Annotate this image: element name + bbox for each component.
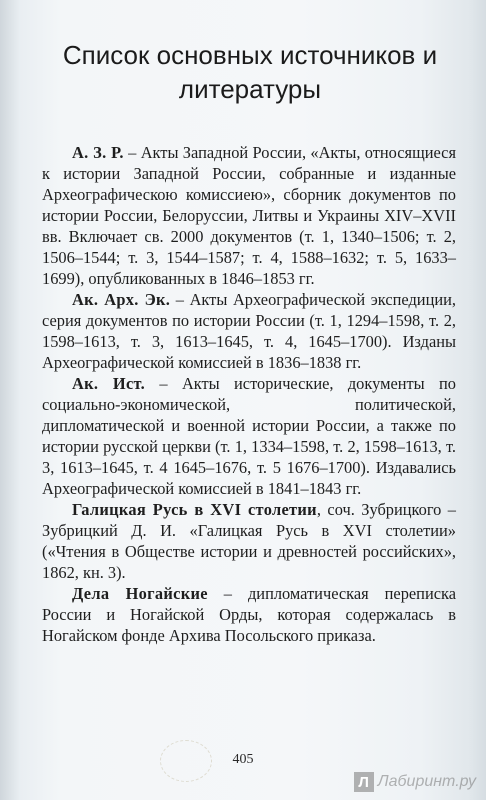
entry-description: – Акты Археографической экспедиции, серия документов по истории России (т. 1, 1294–1598, т. 2, 1598–1613, т. 3, 1613–1645, т. 4, 1645–1700). Изданы Археографической комиссией в 1836–1838 гг.	[42, 290, 456, 372]
bibliography-entry	[42, 142, 456, 289]
watermark	[354, 772, 476, 792]
bibliography-list	[42, 142, 456, 646]
entry-abbreviation: Дела Ногайские	[72, 584, 208, 603]
entry-description: – Акты исторические, документы по социально-экономической, политической, дипломатической и военной истории России, а также по истории русской церкви (т. 1, 1334–1598, т. 2, 1598–1613, т. 3, 1613–1645, т. 4 1645–1676, т. 5 1676–1700). Издавались Археографической комиссией в 1841–1843 гг.	[42, 374, 456, 498]
watermark-logo-icon: Л	[354, 772, 374, 792]
bibliography-entry	[42, 583, 456, 646]
entry-description: – Акты Западной России, «Акты, относящиеся к истории Западной России, собранные и изданные Археографическою комиссиею», сборник документов по истории России, Белоруссии, Литвы и Украины XIV–XVII вв. Включает св. 2000 документов (т. 1, 1340–1506; т. 2, 1506–1544; т. 3, 1544–1587; т. 4, 1588–1632; т. 5, 1633–1699), опубликованных в 1846–1853 гг.	[42, 143, 456, 288]
bibliography-entry	[42, 373, 456, 499]
watermark-text: Лабиринт.ру	[377, 773, 476, 790]
entry-abbreviation: А. З. Р.	[72, 143, 124, 162]
entry-abbreviation: Галицкая Русь в XVI столетии	[72, 500, 317, 519]
entry-abbreviation: Ак. Ист.	[72, 374, 146, 393]
entry-abbreviation: Ак. Арх. Эк.	[72, 290, 171, 309]
entry-description: , соч. Зубрицкого – Зубрицкий Д. И. «Галицкая Русь в XVI столетии» («Чтения в Обществе истории и древностей российских», 1862, кн. 3).	[42, 500, 456, 582]
bibliography-entry	[42, 289, 456, 373]
page-title: Список основных источников и литературы	[62, 40, 438, 104]
entry-description: – дипломатическая переписка России и Ногайской Орды, которая содержалась в Ногайском фонде Архива Посольского приказа.	[42, 584, 456, 645]
page-number: 405	[232, 752, 254, 767]
bibliography-entry	[42, 499, 456, 583]
